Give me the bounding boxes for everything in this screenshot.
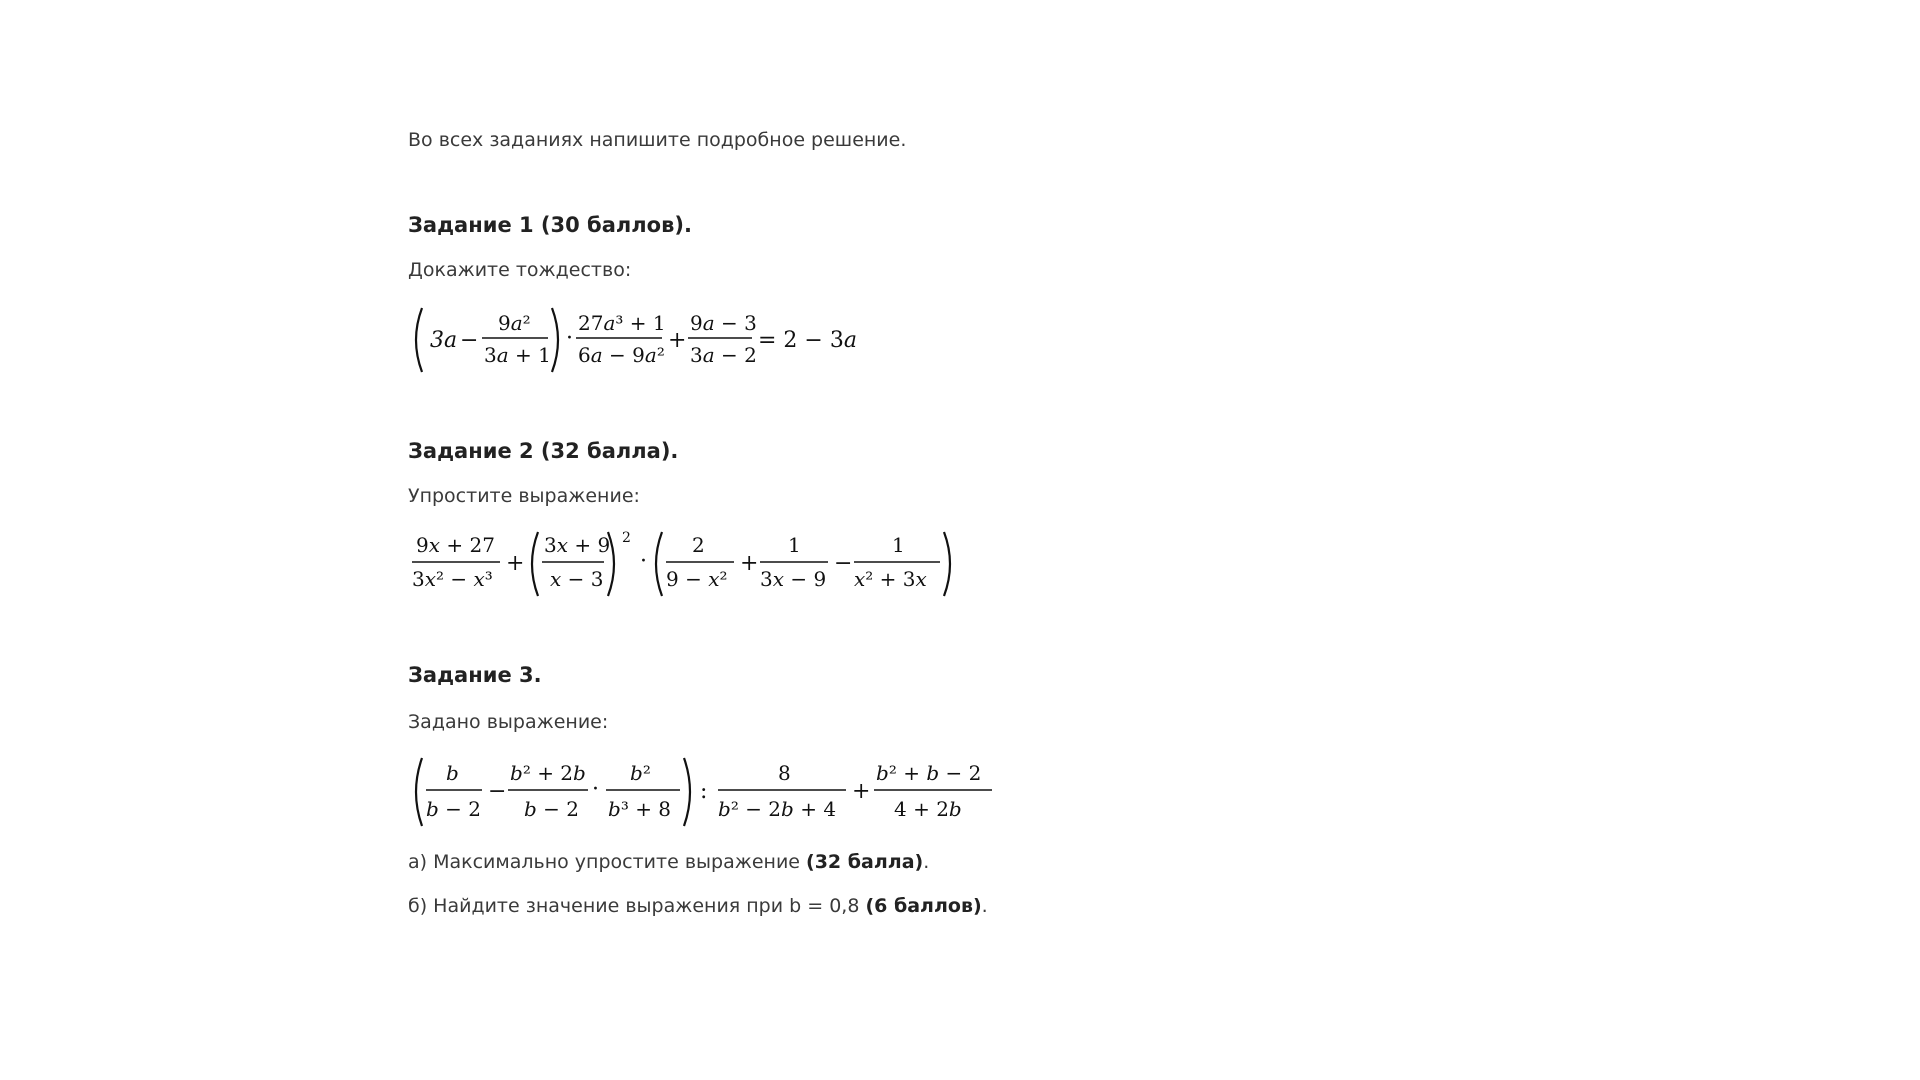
svg-text:3a: 3a <box>430 328 458 353</box>
task3-part-a <box>408 850 929 874</box>
svg-text:+: + <box>740 551 759 576</box>
svg-text:3x − 9: 3x − 9 <box>760 567 827 591</box>
svg-text:3a − 2: 3a − 2 <box>690 343 757 367</box>
svg-text:9 − x²: 9 − x² <box>666 567 728 591</box>
task3-formula <box>408 752 1028 836</box>
task1-formula <box>408 300 888 384</box>
svg-text:3x² − x³: 3x² − x³ <box>412 567 493 591</box>
svg-text:4 + 2b: 4 + 2b <box>894 797 962 821</box>
intro-text: Во всех заданиях напишите подробное решение. <box>408 129 907 151</box>
svg-text:b: b <box>446 761 459 785</box>
task3-part-a-text: а) Максимально упростите выражение <box>408 851 807 873</box>
task1-heading: Задание 1 (30 баллов). <box>408 213 692 237</box>
task1-formula-svg <box>408 300 888 380</box>
task3-part-a-points: (32 балла) <box>806 851 924 873</box>
svg-text:+: + <box>852 779 871 804</box>
svg-text:−: − <box>488 779 507 804</box>
svg-text:6a − 9a²: 6a − 9a² <box>578 343 665 367</box>
svg-text:b² − 2b + 4: b² − 2b + 4 <box>718 797 837 821</box>
svg-text::: : <box>700 779 708 804</box>
svg-text:·: · <box>640 549 647 574</box>
svg-text:2: 2 <box>692 533 705 557</box>
svg-text:x² + 3x: x² + 3x <box>854 567 927 591</box>
svg-text:b − 2: b − 2 <box>524 797 580 821</box>
task2-formula-svg <box>408 522 968 602</box>
task3-part-b <box>408 894 988 918</box>
svg-text:+: + <box>506 551 525 576</box>
task3-formula-svg <box>408 752 1028 832</box>
svg-text:x − 3: x − 3 <box>550 567 604 591</box>
svg-text:·: · <box>592 777 599 802</box>
svg-text:b²: b² <box>630 761 651 785</box>
svg-text:b² + b − 2: b² + b − 2 <box>876 761 982 785</box>
svg-text:+: + <box>668 328 687 353</box>
svg-text:b² + 2b: b² + 2b <box>510 761 586 785</box>
task3-part-b-points: (6 баллов) <box>865 895 982 917</box>
task2-heading: Задание 2 (32 балла). <box>408 439 679 463</box>
task3-part-b-end: . <box>981 895 988 917</box>
svg-text:3a + 1: 3a + 1 <box>484 343 551 367</box>
svg-text:b³ + 8: b³ + 8 <box>608 797 672 821</box>
svg-text:1: 1 <box>788 533 801 557</box>
svg-text:·: · <box>566 326 573 351</box>
task1-instruction: Докажите тождество: <box>408 259 632 281</box>
svg-text:9x + 27: 9x + 27 <box>416 533 495 557</box>
task3-heading: Задание 3. <box>408 663 542 687</box>
svg-text:27a³ + 1: 27a³ + 1 <box>578 311 666 335</box>
svg-text:8: 8 <box>778 761 791 785</box>
svg-text:b − 2: b − 2 <box>426 797 482 821</box>
task3-part-a-end: . <box>923 851 930 873</box>
task2-formula <box>408 522 968 606</box>
task2-instruction: Упростите выражение: <box>408 485 640 507</box>
svg-text:−: − <box>460 328 479 353</box>
svg-text:= 2 − 3a: = 2 − 3a <box>758 328 857 353</box>
svg-text:−: − <box>834 551 853 576</box>
svg-text:1: 1 <box>892 533 905 557</box>
svg-text:2: 2 <box>622 530 631 546</box>
svg-text:9a − 3: 9a − 3 <box>690 311 757 335</box>
task3-instruction: Задано выражение: <box>408 711 609 733</box>
task3-part-b-text: б) Найдите значение выражения при b = 0,8 <box>408 895 866 917</box>
svg-text:9a²: 9a² <box>498 311 531 335</box>
svg-text:3x + 9: 3x + 9 <box>544 533 611 557</box>
